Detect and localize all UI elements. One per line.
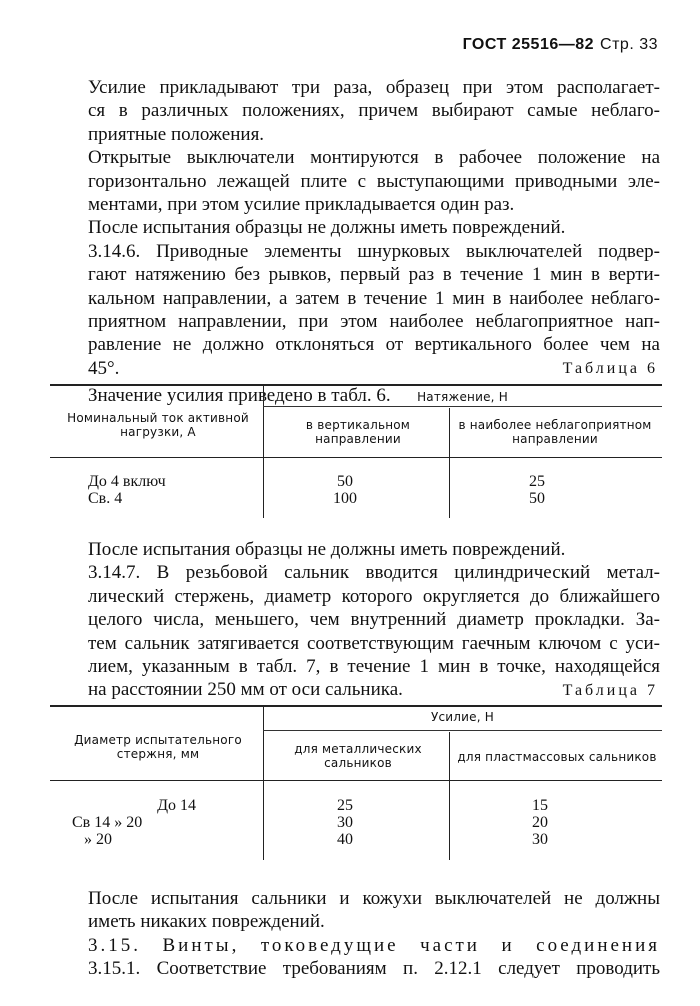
table-7-row-label: Св 14 » 20 bbox=[72, 814, 143, 831]
page-header bbox=[463, 36, 658, 54]
table-7-cell: 20 bbox=[532, 814, 548, 831]
table-7-cell: 40 bbox=[337, 831, 353, 848]
table-7-row-label: До 14 bbox=[157, 797, 196, 814]
text-line: 3.14.7. В резьбовой сальник вводится цилиндрический метал- bbox=[88, 562, 660, 584]
text-line: Открытые выключатели монтируются в рабочее положение на bbox=[88, 147, 660, 169]
table-6-cell: 100 bbox=[333, 490, 357, 507]
table-6-cell: 50 bbox=[529, 490, 545, 507]
table-6-col3-header: в наиболее неблагоприятном направлении bbox=[458, 418, 652, 446]
table-divider bbox=[449, 408, 450, 518]
table-7-row-label: » 20 bbox=[84, 831, 112, 848]
text-line: целого числа, меньшего, чем внутренний диаметр прокладки. За- bbox=[88, 609, 660, 631]
table-top-rule bbox=[50, 384, 662, 386]
table-top-rule bbox=[50, 705, 662, 707]
table-7-col3-header: для пластмассовых сальников bbox=[457, 750, 657, 764]
table-header-rule bbox=[50, 780, 662, 781]
text-line: приятном направлении, при этом наиболее неблагоприятное нап- bbox=[88, 310, 660, 332]
text-line: 3.14.6. Приводные элементы шнурковых выключателей подвер- bbox=[88, 240, 660, 262]
table-7-cell: 30 bbox=[337, 814, 353, 831]
table-header-rule bbox=[50, 457, 662, 458]
text-line: ся в различных положениях, причем выбирают самые неблаго- bbox=[88, 100, 660, 122]
table-6-group-header: Натяжение, Н bbox=[417, 390, 508, 404]
text-line: Усилие прикладывают три раза, образец при этом располагает- bbox=[88, 77, 660, 98]
section-3-14-7-text bbox=[88, 538, 660, 702]
table-7-cell: 15 bbox=[532, 797, 548, 814]
table-7-cell: 25 bbox=[337, 797, 353, 814]
text-line: горизонтально лежащей плите с выступающими приводными эле- bbox=[88, 170, 660, 192]
text-line: 3.15.1. Соответствие требованиям п. 2.12.1 следует проводить bbox=[88, 958, 660, 980]
table-sub-rule bbox=[263, 730, 662, 731]
page-number: Стр. 33 bbox=[600, 36, 658, 53]
text-line: приятные положения. bbox=[88, 123, 265, 145]
text-line: равление не должно отклоняться от вертикального более чем на bbox=[88, 334, 660, 356]
table-7-col2-header: для металлических сальников bbox=[294, 742, 422, 770]
table-6-caption: Таблица 6 bbox=[562, 360, 658, 377]
text-line: После испытания сальники и кожухи выключателей не должны bbox=[88, 888, 660, 909]
table-7-group-header: Усилие, Н bbox=[430, 710, 494, 724]
text-line: иметь никаких повреждений. bbox=[88, 911, 325, 933]
text-line: 45°. bbox=[88, 357, 120, 379]
table-sub-rule bbox=[263, 406, 662, 407]
text-line: лием, указанным в табл. 7, в течение 1 мин в точке, находящейся bbox=[88, 655, 660, 677]
text-line: После испытания образцы не должны иметь повреждений. bbox=[88, 539, 566, 560]
standard-number: ГОСТ 25516—82 bbox=[462, 36, 595, 53]
table-6-col1-header: Номинальный ток активной нагрузки, А bbox=[67, 411, 249, 439]
section-heading: 3.15. Винты, токоведущие части и соединения bbox=[88, 934, 660, 956]
text-line: гают натяжению без рывков, первый раз в течение 1 мин в верти- bbox=[88, 264, 660, 286]
text-line: лический стержень, диаметр которого округляется до ближайшего bbox=[88, 585, 660, 607]
table-7-cell: 30 bbox=[532, 831, 548, 848]
table-6-row-label: Св. 4 bbox=[88, 490, 123, 507]
text-line: ментами, при этом усилие прикладывается один раз. bbox=[88, 193, 515, 215]
table-6-col2-header: в вертикальном направлении bbox=[305, 418, 411, 446]
section-3-15-text bbox=[88, 887, 660, 981]
text-line: После испытания образцы не должны иметь повреждений. bbox=[88, 217, 566, 239]
table-6-cell: 50 bbox=[337, 473, 353, 490]
table-6-row-label: До 4 включ bbox=[88, 473, 166, 490]
text-line: тем сальник затягивается соответствующим гаечным ключом с уси- bbox=[88, 632, 660, 654]
text-line: Значение усилия приведено в табл. 6. bbox=[88, 385, 391, 407]
table-6-cell: 25 bbox=[529, 473, 545, 490]
section-3-14-5-text bbox=[88, 76, 660, 407]
text-line: на расстоянии 250 мм от оси сальника. bbox=[88, 679, 403, 701]
table-7-col1-header: Диаметр испытательного стержня, мм bbox=[74, 733, 242, 761]
text-line: кальном направлении, а затем в течение 1 мин в наиболее неблаго- bbox=[88, 287, 660, 309]
table-divider bbox=[449, 732, 450, 860]
table-7-caption: Таблица 7 bbox=[562, 682, 658, 699]
